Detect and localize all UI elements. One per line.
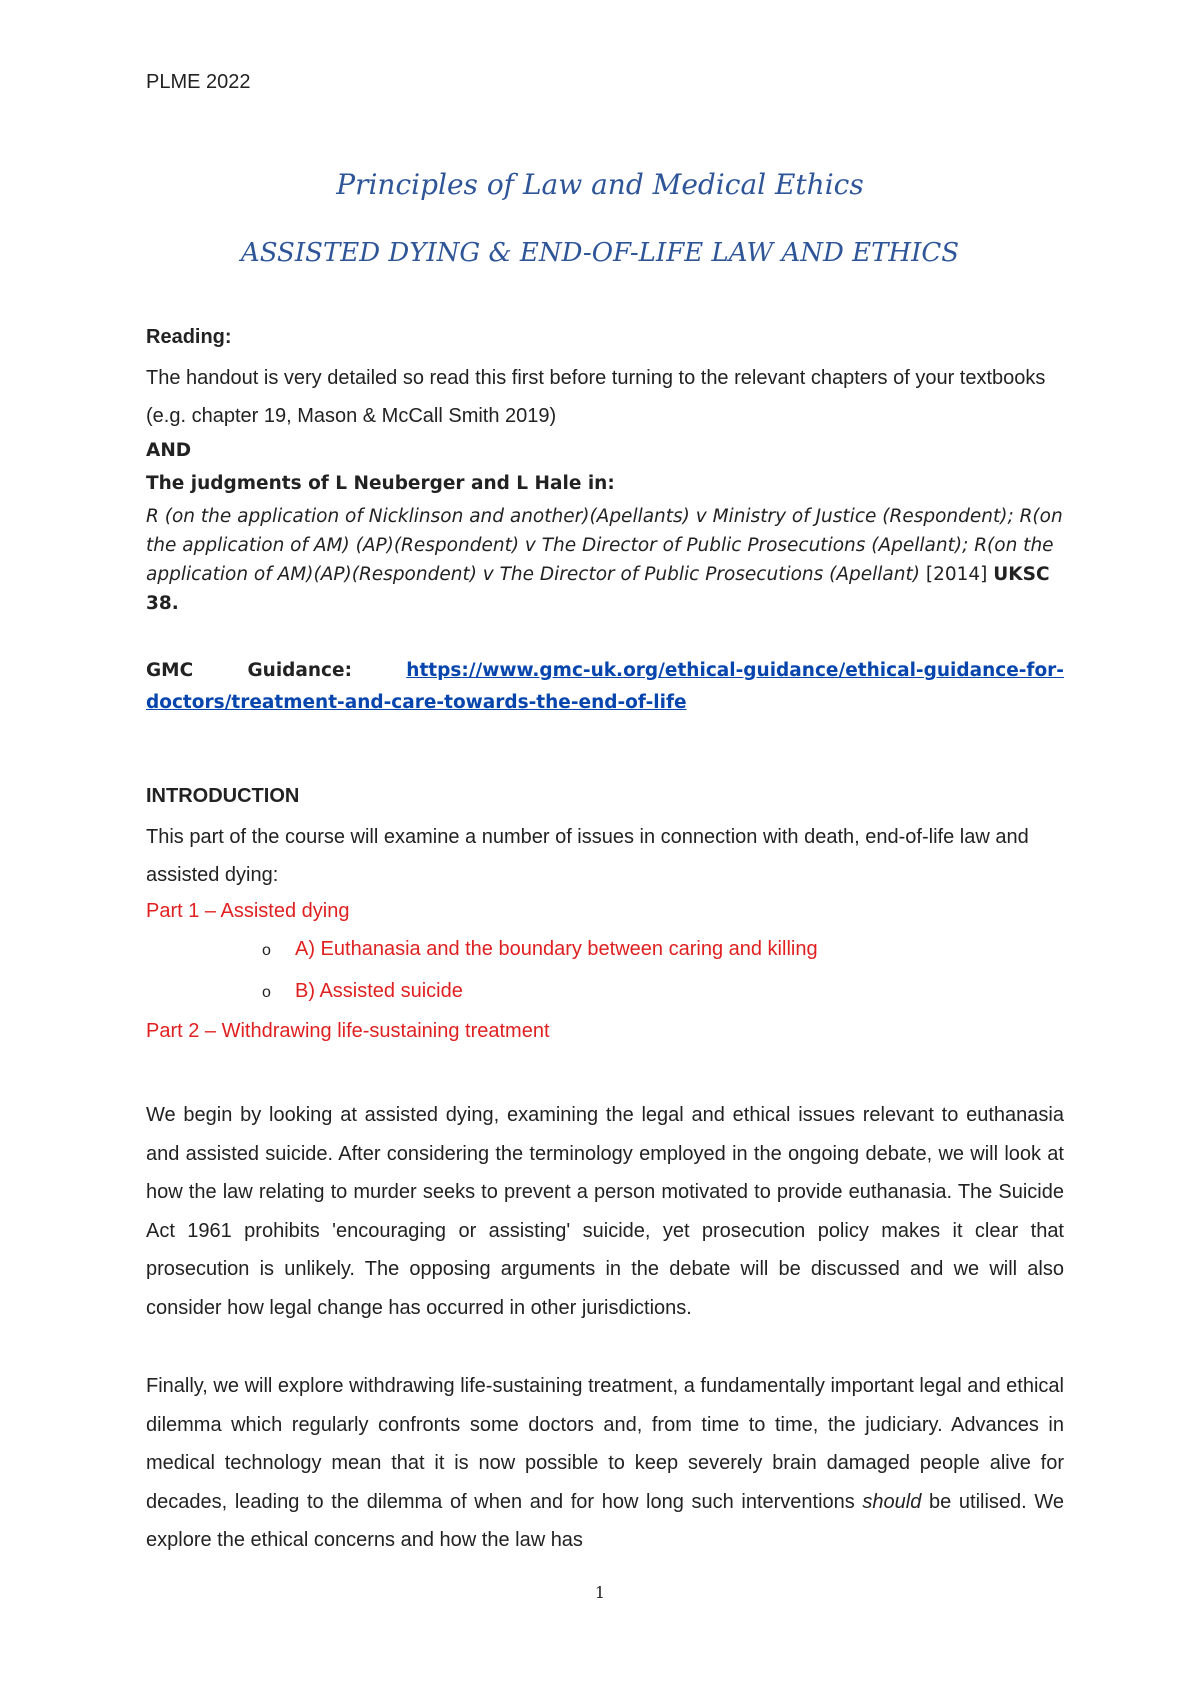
case-year: [2014] xyxy=(925,564,988,585)
paragraph-1: We begin by looking at assisted dying, examining the legal and ethical issues relevant to euthanasia and assisted suicide. After considering the terminology employed in the ongoing debate, we will look at how the law relating to murder seeks to prevent a person motivated to provide euthanasia. The Suicide Act 1961 prohibits 'encouraging or assisting' suicide, yet prosecution policy makes it clear that prosecution is unlikely. The opposing arguments in the debate will be discussed and we will also consider how legal change has occurred in other jurisdictions. xyxy=(146,1104,1064,1319)
part-1-label: Part 1 – Assisted dying xyxy=(146,900,350,922)
case-citation xyxy=(146,502,1064,618)
gmc-link-part1[interactable]: https://www.gmc-uk.org/ethical-guidance/ethical-guidance-for- xyxy=(406,660,1064,681)
bullet-marker: o xyxy=(262,942,271,959)
list-item-text: A) Euthanasia and the boundary between caring and killing xyxy=(295,938,818,960)
list-item-text: B) Assisted suicide xyxy=(295,980,463,1002)
paragraph-2-emphasis: should xyxy=(862,1490,922,1513)
introduction-heading: INTRODUCTION xyxy=(146,785,300,807)
reading-heading: Reading: xyxy=(146,326,232,348)
guidance-label: Guidance: xyxy=(247,660,352,681)
case-name: R (on the application of Nicklinson and another)(Apellants) v Ministry of Justice (Respondent); R(on the application of AM) (AP)(Respondent) v The Director of Public Prosecutions (Apellant); R(on the application of AM)(AP)(Respondent) v The Director of Public Prosecutions (Apellant) xyxy=(146,506,1063,585)
gmc-link-row-2 xyxy=(146,687,1064,719)
gmc-link-part2[interactable]: doctors/treatment-and-care-towards-the-end-of-life xyxy=(146,692,687,713)
gmc-label: GMC xyxy=(146,660,194,681)
reading-text: The handout is very detailed so read this first before turning to the relevant chapters of your textbooks (e.g. chapter 19, Mason & McCall Smith 2019) xyxy=(146,367,1046,427)
case-reference: UKSC 38. xyxy=(146,564,1050,614)
paragraph-2-start: Finally, we will explore withdrawing life-sustaining treatment, a fundamentally important legal and ethical dilemma which regularly confronts some doctors and, from time to time, the judiciary. Advances in medical technology mean that it is now possible to keep severely brain damaged people alive for decades, leading to the dilemma of when and for how long such interventions xyxy=(146,1375,1064,1513)
bullet-marker: o xyxy=(262,984,271,1001)
page-header: PLME 2022 xyxy=(146,71,251,93)
document-subtitle: ASSISTED DYING & END-OF-LIFE LAW AND ETHICS xyxy=(240,238,960,268)
part-2-label: Part 2 – Withdrawing life-sustaining treatment xyxy=(146,1020,550,1042)
page-number: 1 xyxy=(594,1583,606,1602)
introduction-text: This part of the course will examine a number of issues in connection with death, end-of-life law and assisted dying: xyxy=(146,826,1029,886)
judgments-label: The judgments of L Neuberger and L Hale in: xyxy=(146,473,615,494)
gmc-row xyxy=(146,655,1064,687)
document-title: Principles of Law and Medical Ethics xyxy=(336,168,864,201)
gmc-guidance xyxy=(146,655,1064,719)
paragraph-2-end: be utilised. We explore the ethical concerns and how the law has xyxy=(146,1490,1064,1551)
paragraph-2 xyxy=(146,1367,1064,1560)
and-label: AND xyxy=(146,440,192,461)
